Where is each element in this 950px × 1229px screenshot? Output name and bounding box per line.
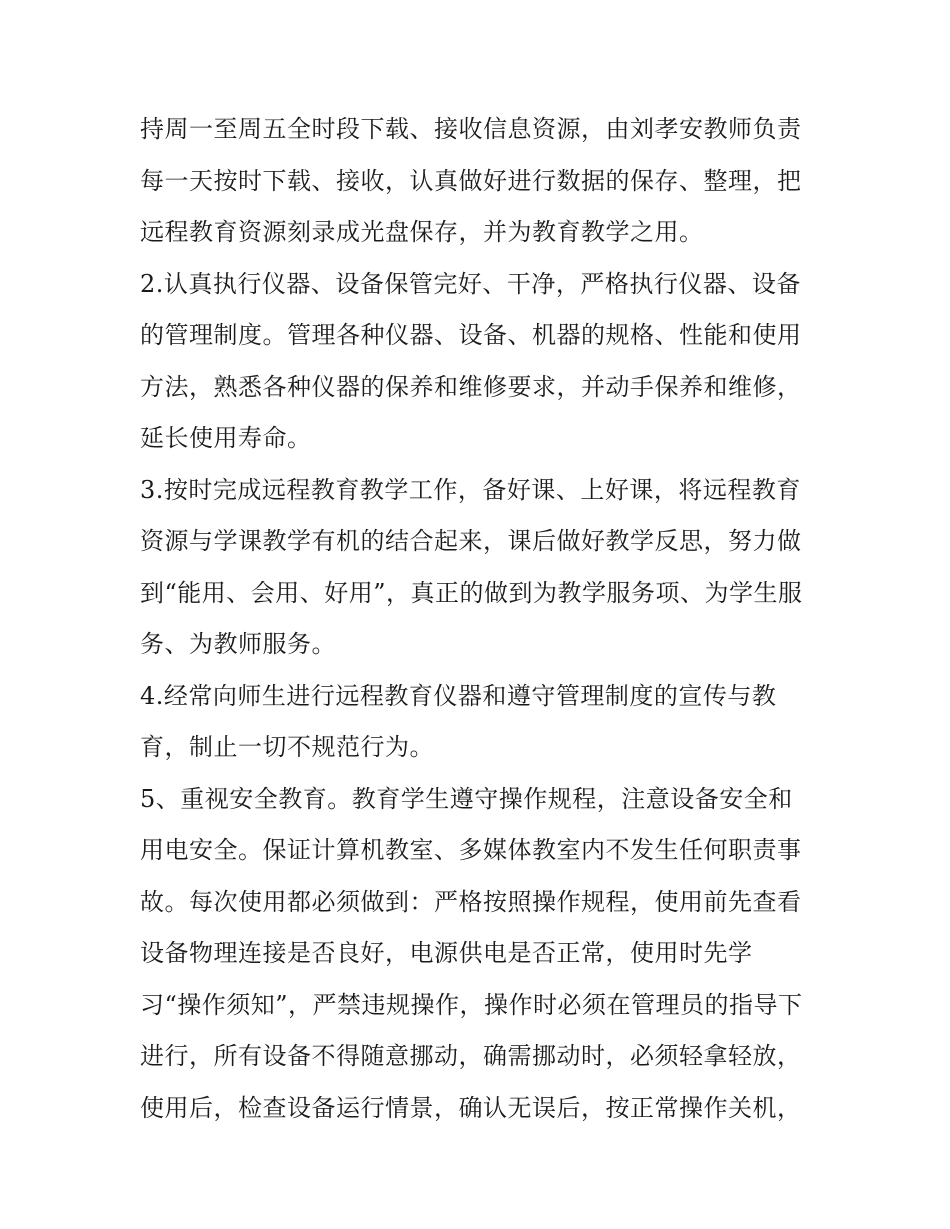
text-line: 进行，所有设备不得随意挪动，确需挪动时，必须轻拿轻放， — [140, 1042, 802, 1070]
document-body — [140, 104, 820, 1134]
text-line: 使用后，检查设备运行情景，确认无误后，按正常操作关机， — [140, 1093, 802, 1122]
text-line: 方法，熟悉各种仪器的保养和维修要求，并动手保养和维修， — [140, 372, 802, 401]
text-line: 远程教育资源刻录成光盘保存，并为教育教学之用。 — [140, 218, 704, 246]
text-line: 的管理制度。管理各种仪器、设备、机器的规格、性能和使用 — [140, 321, 802, 349]
text-line: 务、为教师服务。 — [140, 630, 336, 658]
text-line: 用电安全。保证计算机教室、多媒体教室内不发生任何职责事 — [140, 836, 802, 864]
text-line: 故。每次使用都必须做到：严格按照操作规程，使用前先查看 — [140, 887, 802, 916]
text-line: 2.认真执行仪器、设备保管完好、干净，严格执行仪器、设备 — [140, 269, 801, 298]
text-line: 持周一至周五全时段下载、接收信息资源，由刘孝安教师负责 — [140, 115, 802, 143]
text-line: 育，制止一切不规范行为。 — [140, 733, 434, 761]
text-line: 3.按时完成远程教育教学工作，备好课、上好课，将远程教育 — [140, 475, 801, 504]
text-line: 5、重视安全教育。教育学生遵守操作规程，注意设备安全和 — [140, 784, 793, 813]
text-line: 延长使用寿命。 — [140, 424, 312, 452]
text-line: 设备物理连接是否良好，电源供电是否正常，使用时先学 — [140, 939, 753, 967]
text-line: 习“操作须知”，严禁违规操作，操作时必须在管理员的指导下 — [140, 990, 803, 1019]
text-line: 资源与学课教学有机的结合起来，课后做好教学反思，努力做 — [140, 527, 802, 555]
text-line: 每一天按时下载、接收，认真做好进行数据的保存、整理，把 — [140, 166, 802, 195]
text-line: 4.经常向师生进行远程教育仪器和遵守管理制度的宣传与教 — [140, 681, 777, 710]
text-line: 到“能用、会用、好用”，真正的做到为教学服务项、为学生服 — [140, 578, 803, 607]
